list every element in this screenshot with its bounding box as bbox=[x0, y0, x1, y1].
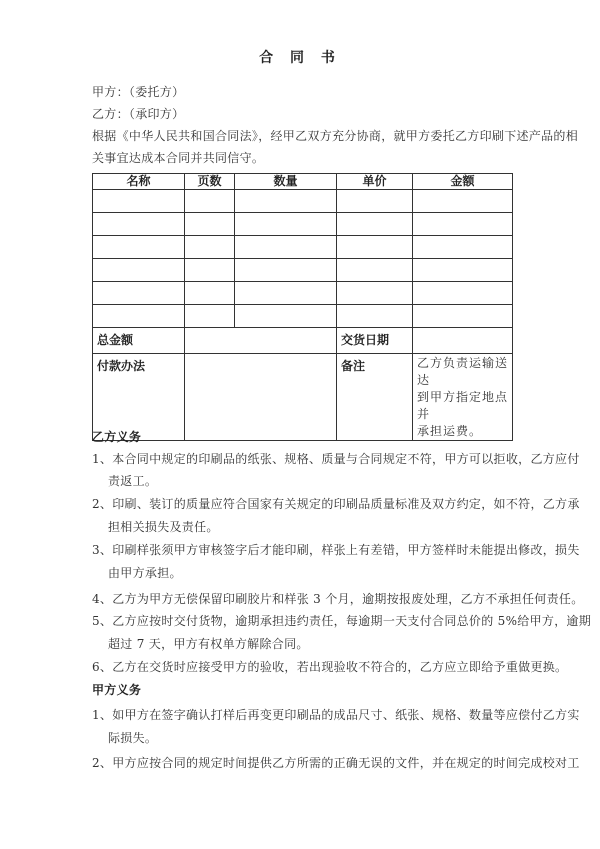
table-row bbox=[93, 305, 513, 328]
party-b-duties-heading: 乙方义务 bbox=[92, 430, 142, 444]
cell bbox=[337, 213, 413, 236]
cell bbox=[413, 236, 513, 259]
cell bbox=[413, 213, 513, 236]
duty-b-3-line-2: 由甲方承担。 bbox=[108, 566, 182, 580]
cell bbox=[185, 282, 235, 305]
header-pages: 页数 bbox=[185, 174, 235, 190]
cell bbox=[337, 236, 413, 259]
cell bbox=[235, 259, 337, 282]
duty-b-2-line-2: 担相关损失及责任。 bbox=[108, 520, 219, 534]
cell bbox=[235, 213, 337, 236]
duty-a-2-line-1: 2、甲方应按合同的规定时间提供乙方所需的正确无误的文件，并在规定的时间完成校对工 bbox=[92, 756, 580, 770]
table-row bbox=[93, 259, 513, 282]
cell bbox=[337, 305, 413, 328]
cell bbox=[235, 190, 337, 213]
cell bbox=[337, 190, 413, 213]
duty-b-1-line-1: 1、本合同中规定的印刷品的纸张、规格、质量与合同规定不符，甲方可以拒收，乙方应付 bbox=[92, 452, 580, 466]
cell bbox=[413, 190, 513, 213]
header-quantity: 数量 bbox=[235, 174, 337, 190]
cell bbox=[93, 282, 185, 305]
duty-b-5-line-1: 5、乙方应按时交付货物，逾期承担违约责任，每逾期一天支付合同总价的 5%给甲方，逾期 bbox=[92, 614, 592, 628]
cell bbox=[235, 282, 337, 305]
party-b-line: 乙方：（承印方） bbox=[92, 107, 185, 121]
total-value bbox=[185, 328, 337, 354]
cell bbox=[185, 236, 235, 259]
cell bbox=[93, 190, 185, 213]
order-table bbox=[92, 173, 513, 441]
remark-line: 承担运费。 bbox=[417, 424, 483, 438]
duty-b-2-line-1: 2、印刷、装订的质量应符合国家有关规定的印刷品质量标准及双方约定，如不符，乙方承 bbox=[92, 497, 580, 511]
cell bbox=[185, 190, 235, 213]
cell bbox=[93, 236, 185, 259]
remark-value bbox=[413, 354, 513, 441]
duty-b-1-line-2: 责返工。 bbox=[108, 474, 158, 488]
party-a-duties-heading: 甲方义务 bbox=[92, 683, 142, 697]
cell bbox=[413, 282, 513, 305]
cell bbox=[337, 282, 413, 305]
duty-b-4: 4、乙方为甲方无偿保留印刷胶片和样张 3 个月，逾期按报废处理，乙方不承担任何责任。 bbox=[92, 592, 584, 606]
total-label: 总金额 bbox=[93, 328, 185, 354]
header-unit-price: 单价 bbox=[337, 174, 413, 190]
remark-line: 乙方负责运输送达 bbox=[417, 356, 509, 387]
table-row bbox=[93, 190, 513, 213]
cell bbox=[235, 305, 337, 328]
duty-b-5-line-2: 超过 7 天，甲方有权单方解除合同。 bbox=[108, 637, 309, 651]
cell bbox=[337, 259, 413, 282]
remark-label: 备注 bbox=[337, 354, 413, 441]
cell bbox=[185, 259, 235, 282]
table-header-row bbox=[93, 174, 513, 190]
payment-label: 付款办法 bbox=[93, 354, 185, 441]
cell bbox=[185, 213, 235, 236]
delivery-date-label: 交货日期 bbox=[337, 328, 413, 354]
cell bbox=[413, 259, 513, 282]
header-name: 名称 bbox=[93, 174, 185, 190]
cell bbox=[185, 305, 235, 328]
table-row bbox=[93, 282, 513, 305]
cell bbox=[93, 213, 185, 236]
total-row bbox=[93, 328, 513, 354]
duty-a-1-line-2: 际损失。 bbox=[108, 731, 158, 745]
payment-row bbox=[93, 354, 513, 441]
table-row bbox=[93, 213, 513, 236]
duty-a-1-line-1: 1、如甲方在签字确认打样后再变更印刷品的成品尺寸、纸张、规格、数量等应偿付乙方实 bbox=[92, 708, 580, 722]
duty-b-6: 6、乙方在交货时应接受甲方的验收，若出现验收不符合的，乙方应立即给予重做更换。 bbox=[92, 660, 568, 674]
party-a-line: 甲方：（委托方） bbox=[92, 85, 185, 99]
intro-line-1: 根据《中华人民共和国合同法》，经甲乙双方充分协商，就甲方委托乙方印刷下述产品的相 bbox=[92, 129, 579, 143]
cell bbox=[235, 236, 337, 259]
remark-line: 到甲方指定地点并 bbox=[417, 390, 509, 421]
duty-b-3-line-1: 3、印刷样张须甲方审核签字后才能印刷，样张上有差错，甲方签样时未能提出修改，损失 bbox=[92, 543, 580, 557]
table-row bbox=[93, 236, 513, 259]
document-title: 合 同 书 bbox=[259, 50, 341, 66]
cell bbox=[413, 305, 513, 328]
cell bbox=[93, 305, 185, 328]
intro-line-2: 关事宜达成本合同并共同信守。 bbox=[92, 151, 265, 165]
header-amount: 金额 bbox=[413, 174, 513, 190]
cell bbox=[93, 259, 185, 282]
payment-value bbox=[185, 354, 337, 441]
delivery-date-value bbox=[413, 328, 513, 354]
